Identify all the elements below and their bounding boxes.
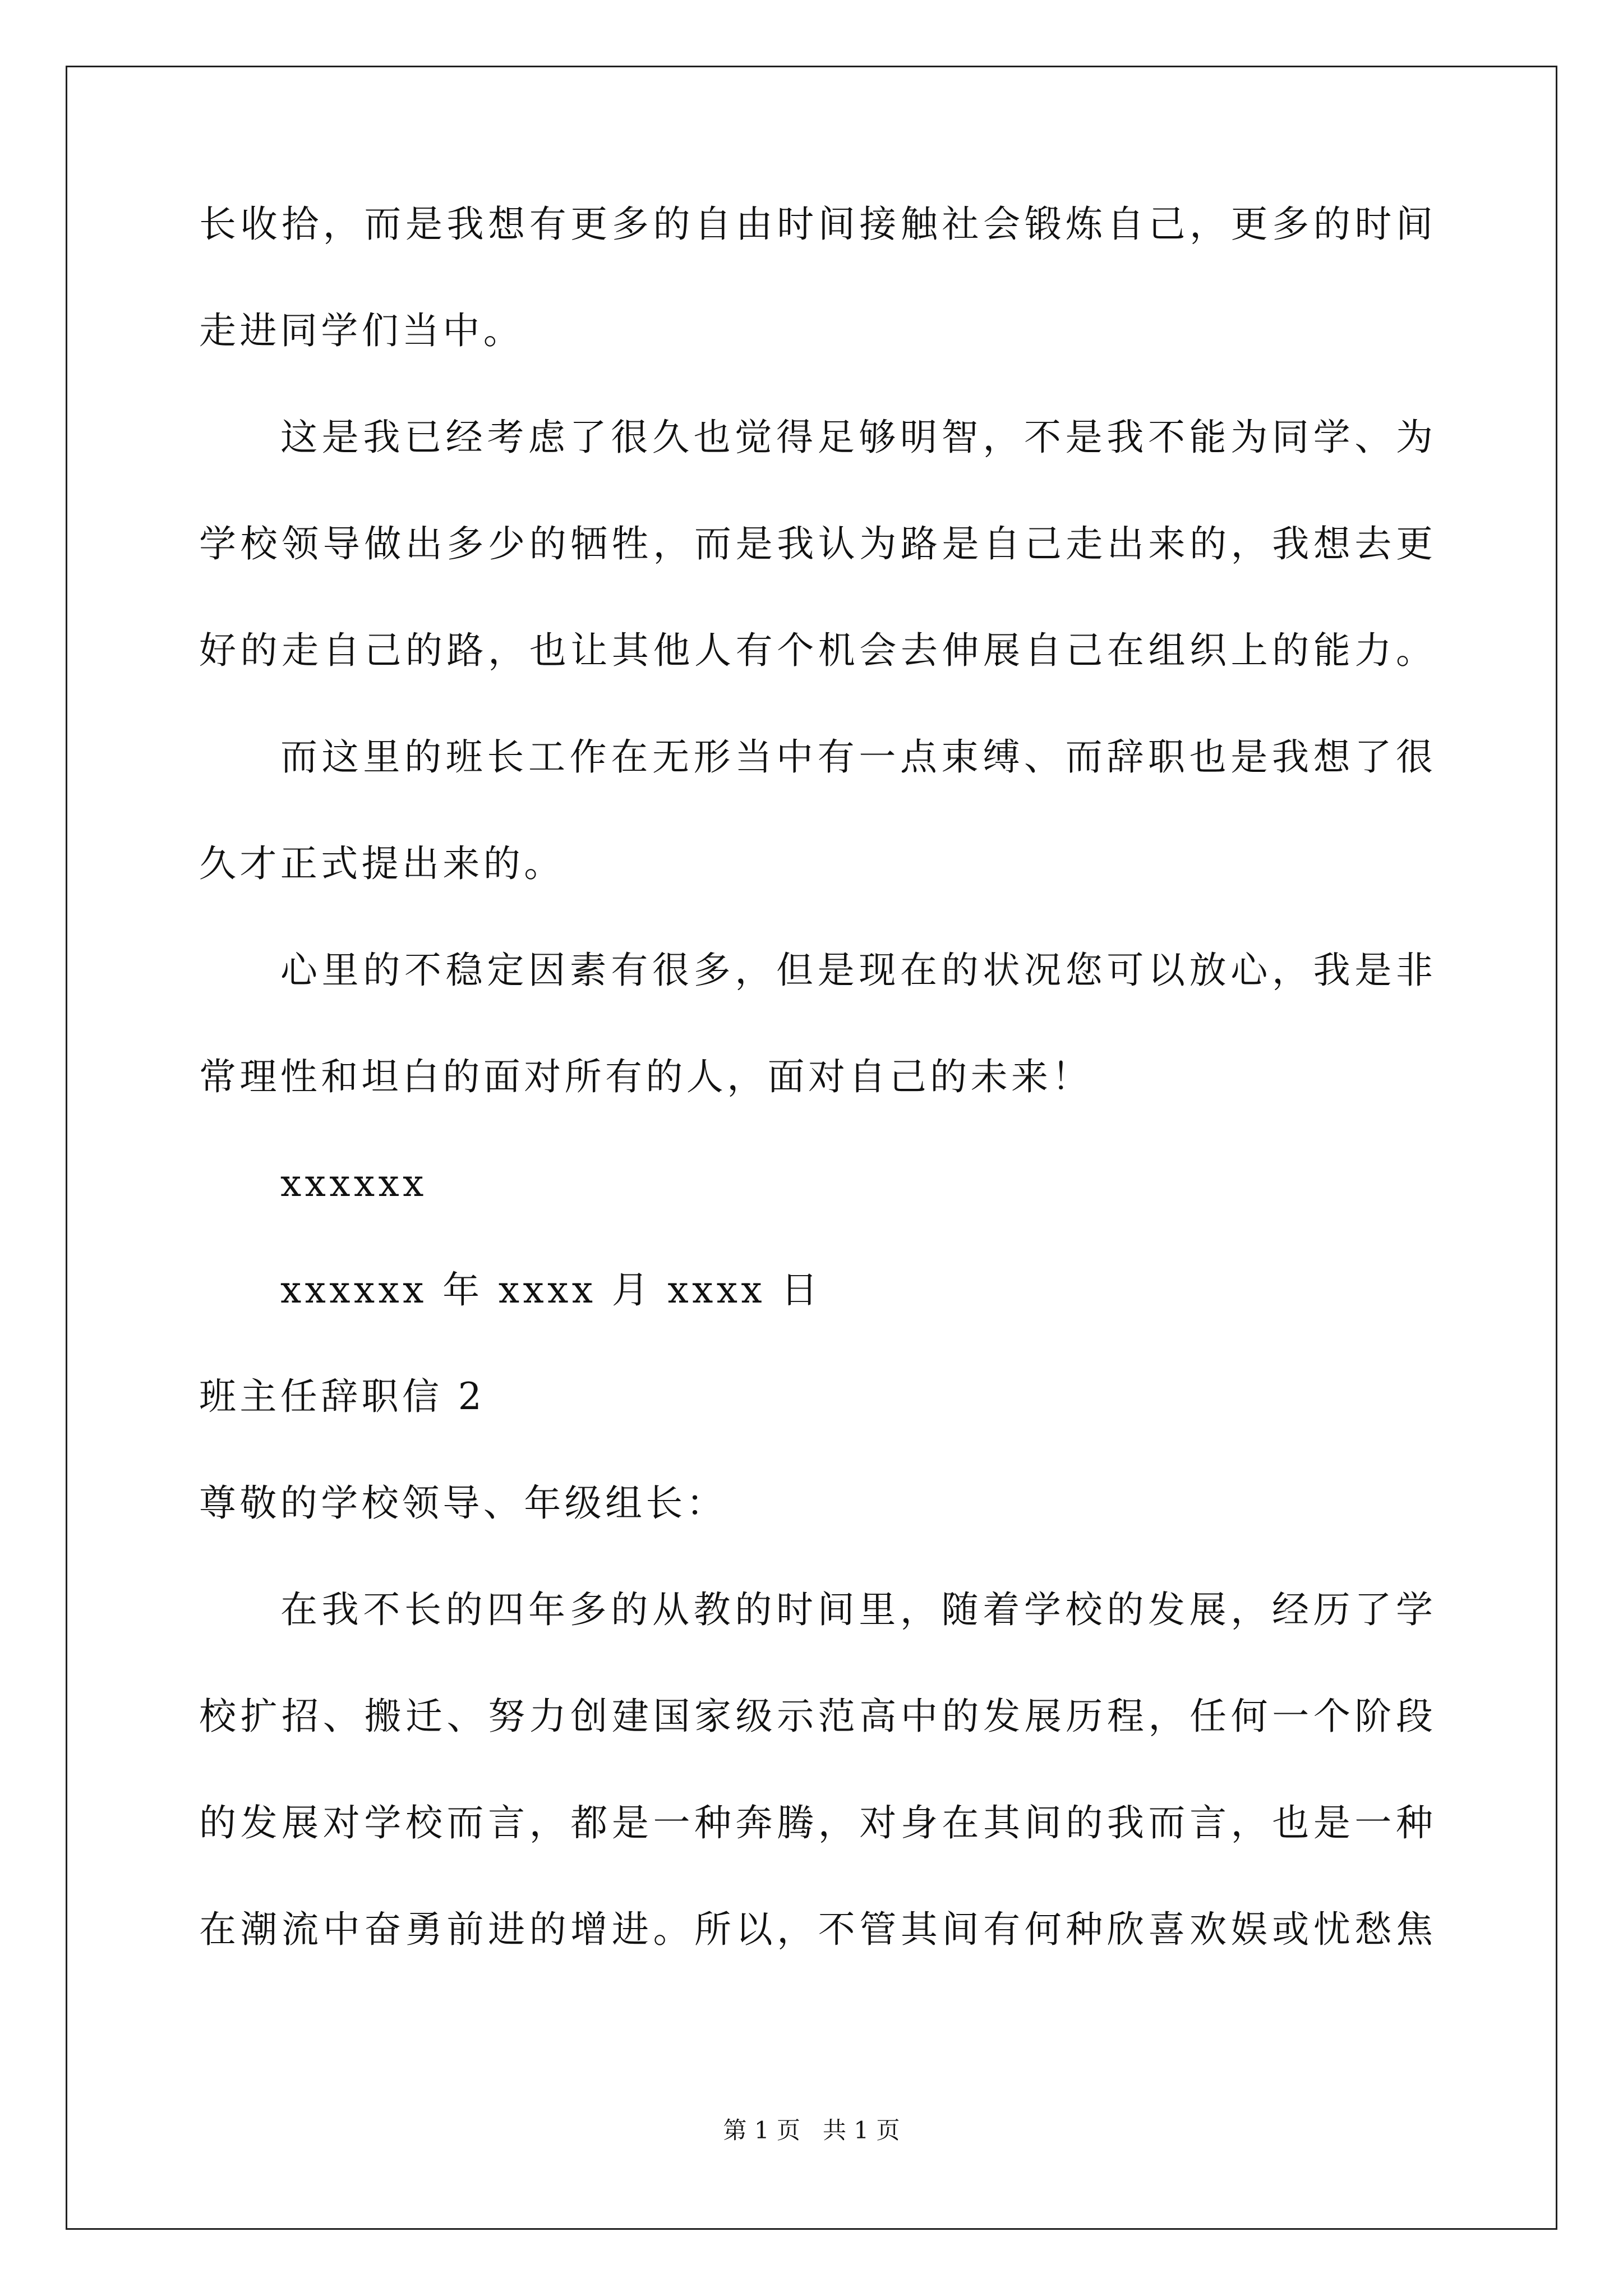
paragraph-first-line: 在我不长的四年多的从教的时间里，随着学校的发展，经历了学 [280, 1588, 1433, 1631]
text-line: 学校领导做出多少的牺牲，而是我认为路是自己走出来的，我想去更 [199, 522, 1433, 565]
text-line: 在潮流中奋勇前进的增进。所以，不管其间有何种欣喜欢娱或忧愁焦 [199, 1908, 1433, 1951]
signature-name: xxxxxx [280, 1162, 427, 1205]
section-title: 班主任辞职信 2 [199, 1375, 486, 1418]
text-line: 的发展对学校而言，都是一种奔腾，对身在其间的我而言，也是一种 [199, 1801, 1433, 1844]
text-line: 常理性和坦白的面对所有的人，面对自己的未来！ [199, 1055, 1092, 1098]
text-line: 校扩招、搬迁、努力创建国家级示范高中的发展历程，任何一个阶段 [199, 1695, 1433, 1738]
salutation: 尊敬的学校领导、年级组长： [199, 1481, 727, 1525]
text-line: 长收拾，而是我想有更多的自由时间接触社会锻炼自己，更多的时间 [199, 203, 1433, 246]
page-border [66, 66, 1557, 2230]
paragraph-first-line: 这是我已经考虑了很久也觉得足够明智，不是我不能为同学、为 [280, 416, 1433, 459]
text-line: 好的走自己的路，也让其他人有个机会去伸展自己在组织上的能力。 [199, 629, 1433, 672]
signature-date: xxxxxx 年 xxxx 月 xxxx 日 [280, 1268, 822, 1312]
paragraph-first-line: 心里的不稳定因素有很多，但是现在的状况您可以放心，我是非 [280, 949, 1433, 992]
paragraph-first-line: 而这里的班长工作在无形当中有一点束缚、而辞职也是我想了很 [280, 735, 1433, 779]
page-footer: 第 1 页 共 1 页 [723, 2116, 900, 2144]
text-line: 久才正式提出来的。 [199, 842, 565, 885]
text-line: 走进同学们当中。 [199, 309, 524, 352]
